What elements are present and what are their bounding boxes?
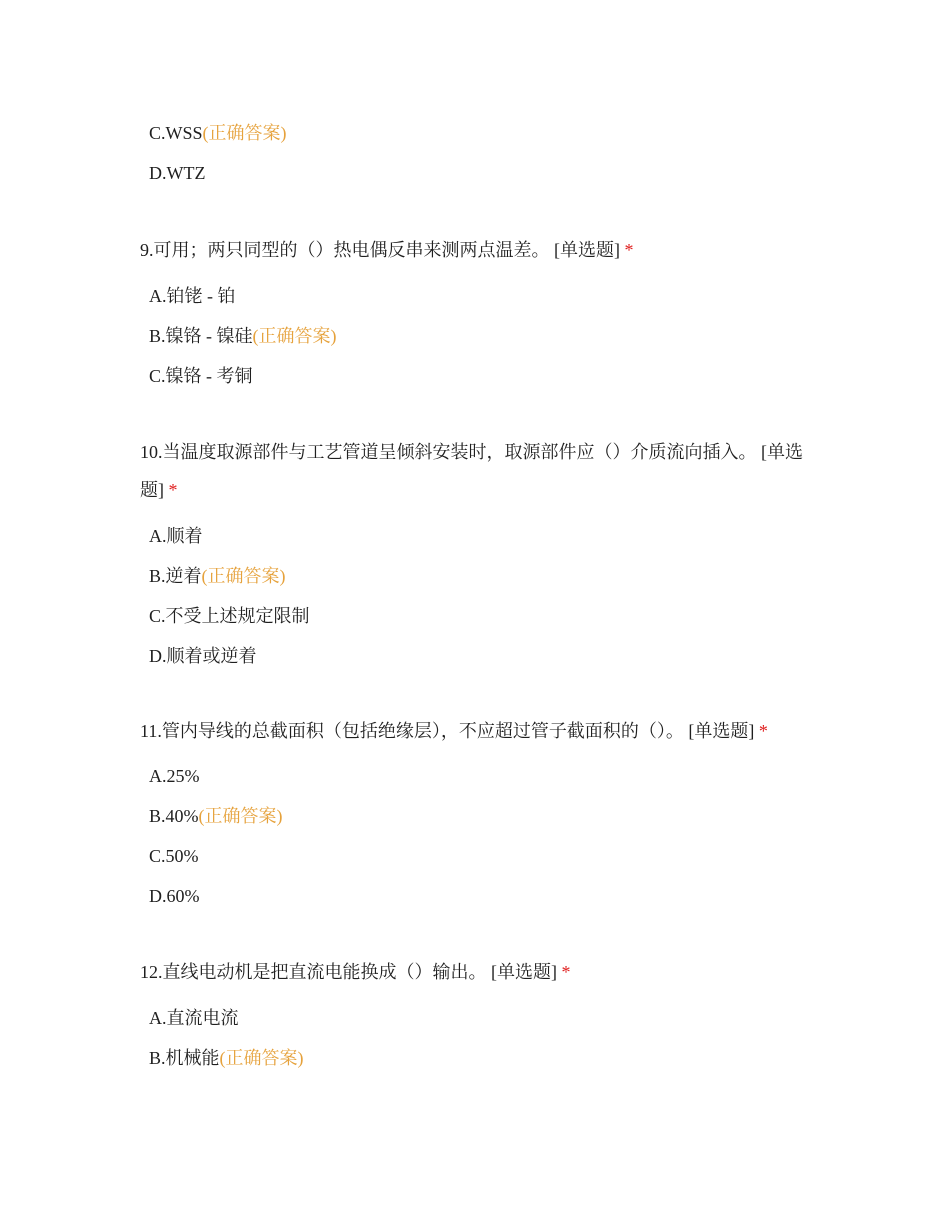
option-text: A.铂铑 - 铂 [149, 286, 236, 306]
question-type-tag: [单选题] [688, 721, 755, 741]
option-8-c [149, 113, 829, 153]
option-11-b [149, 796, 829, 836]
question-text: 10.当温度取源部件与工艺管道呈倾斜安装时，取源部件应（）介质流向插入。 [140, 442, 757, 462]
option-9-c [149, 356, 829, 396]
option-10-d [149, 636, 829, 676]
question-text: 12.直线电动机是把直流电能换成（）输出。 [140, 962, 487, 982]
question-type-tag: [单选题] [491, 962, 557, 982]
correct-answer-badge: (正确答案) [252, 326, 337, 346]
option-10-c [149, 596, 829, 636]
question-11 [140, 712, 820, 916]
option-text: C.WSS [149, 123, 203, 143]
option-text: C.不受上述规定限制 [149, 606, 310, 626]
option-text: C.镍铬 - 考铜 [149, 366, 253, 386]
question-8-tail [140, 113, 820, 193]
option-8-d [149, 153, 829, 193]
option-text: A.顺着 [149, 526, 203, 546]
required-mark: * [624, 240, 634, 260]
option-text: D.60% [149, 886, 200, 906]
question-10 [140, 433, 820, 676]
question-9 [140, 231, 820, 396]
option-text: B.40% [149, 806, 199, 826]
option-11-d [149, 876, 829, 916]
required-mark: * [758, 721, 768, 741]
correct-answer-badge: (正确答案) [198, 806, 283, 826]
option-text: B.机械能 [149, 1048, 220, 1068]
required-mark: * [561, 962, 571, 982]
option-10-b [149, 556, 829, 596]
option-text: A.直流电流 [149, 1008, 239, 1028]
option-10-a [149, 516, 829, 556]
question-type-tag: [单选题] [554, 240, 620, 260]
option-12-b [149, 1038, 829, 1078]
question-text: 11.管内导线的总截面积（包括绝缘层），不应超过管子截面积的（）。 [140, 721, 684, 741]
option-12-a [149, 998, 829, 1038]
option-text: B.逆着 [149, 566, 202, 586]
correct-answer-badge: (正确答案) [202, 123, 287, 143]
option-text: C.50% [149, 846, 199, 866]
question-text: 9.可用；两只同型的（）热电偶反串来测两点温差。 [140, 240, 550, 260]
option-text: D.顺着或逆着 [149, 646, 257, 666]
option-9-a [149, 276, 829, 316]
question-12-stem [140, 953, 820, 991]
option-11-c [149, 836, 829, 876]
option-9-b [149, 316, 829, 356]
option-text: B.镍铬 - 镍硅 [149, 326, 253, 346]
question-9-stem [140, 231, 820, 269]
question-11-stem [140, 712, 820, 750]
question-12 [140, 953, 820, 1078]
option-text: D.WTZ [149, 163, 206, 183]
option-11-a [149, 756, 829, 796]
required-mark: * [168, 480, 178, 500]
correct-answer-badge: (正确答案) [201, 566, 286, 586]
option-text: A.25% [149, 766, 200, 786]
question-10-stem [140, 433, 820, 509]
correct-answer-badge: (正确答案) [219, 1048, 304, 1068]
question-type-tag: [单选题] [140, 442, 803, 500]
